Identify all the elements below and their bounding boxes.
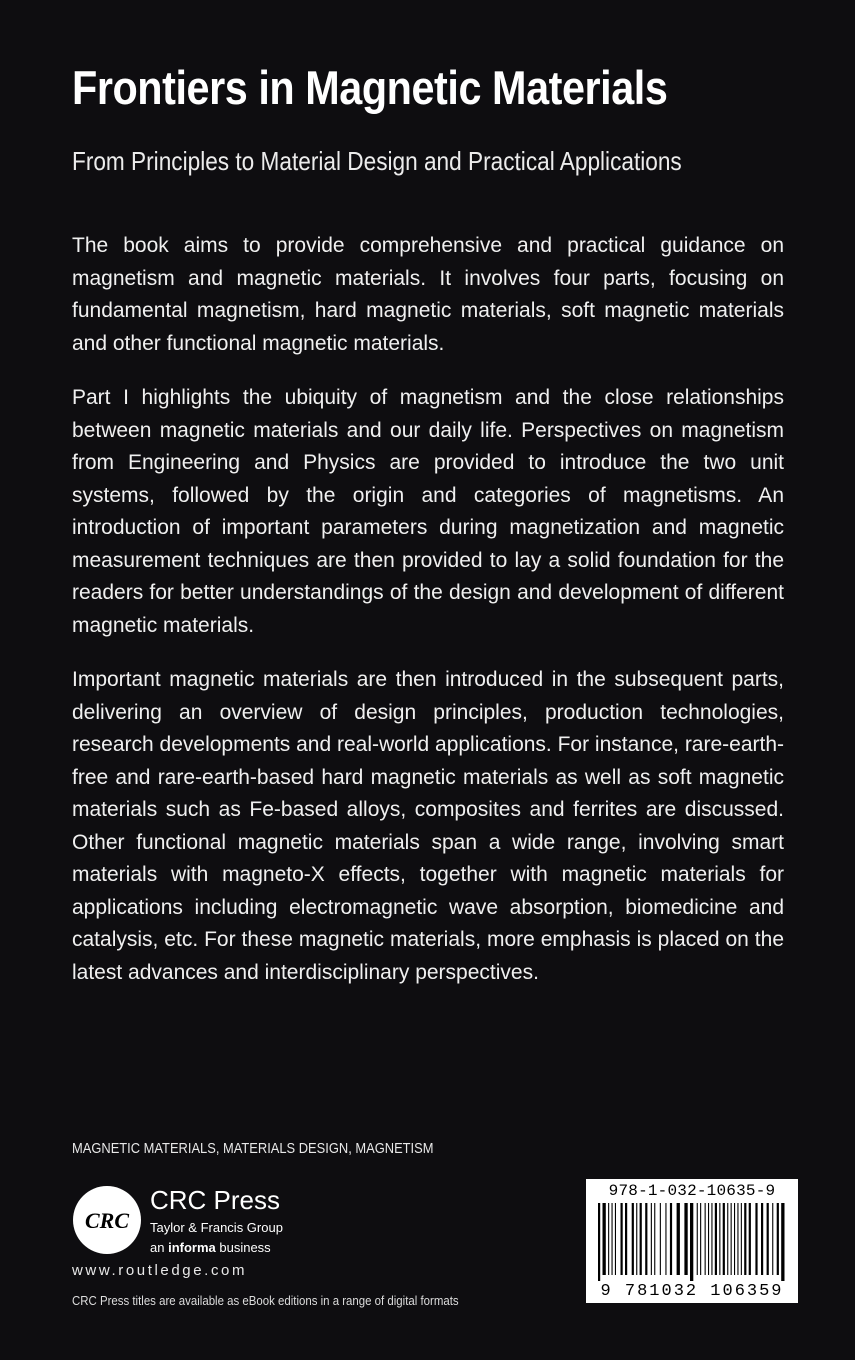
barcode-bar bbox=[719, 1203, 720, 1275]
blurb-paragraph-1: The book aims to provide comprehensive and practical guidance on magnetism and magnetic materials. It involves four parts, focusing on fundamental magnetism, hard magnetic materials, soft magnetic materials and other functional magnetic materials. bbox=[72, 234, 784, 355]
barcode-bar bbox=[636, 1203, 637, 1275]
ebook-availability-note: CRC Press titles are available as eBook editions in a range of digital formats bbox=[72, 1293, 459, 1308]
barcode-bar bbox=[608, 1203, 609, 1275]
book-subtitle: From Principles to Material Design and Practical Applications bbox=[72, 146, 682, 176]
subject-keywords: MAGNETIC MATERIALS, MATERIALS DESIGN, MAGNETISM bbox=[72, 1140, 434, 1157]
barcode-bar bbox=[723, 1203, 725, 1275]
barcode-bar bbox=[741, 1203, 742, 1275]
barcode-bar bbox=[651, 1203, 652, 1275]
publisher-name: CRC Press bbox=[150, 1185, 281, 1215]
barcode-bar bbox=[625, 1203, 627, 1275]
barcode-bars bbox=[596, 1203, 788, 1281]
barcode-bar bbox=[744, 1203, 746, 1275]
barcode-bar bbox=[640, 1203, 642, 1275]
tagline-prefix: an bbox=[150, 1240, 169, 1255]
barcode-bar bbox=[665, 1203, 666, 1275]
publisher-website-link[interactable]: www.routledge.com bbox=[72, 1262, 248, 1279]
barcode-bar bbox=[621, 1203, 623, 1275]
barcode-bar bbox=[705, 1203, 706, 1275]
blurb-paragraph-3: Important magnetic materials are then introduced in the subsequent parts, delivering an overview of design principles, production technologies, research developments and real-world applications. For instance, rare-earth-free and rare-earth-based hard magnetic materials as well as soft magnetic materials such as Fe-based alloys, composites and ferrites are discussed. Other functional magnetic materials span a wide range, involving smart materials with magneto-X effects, together with magnetic materials for applications including electromagnetic wave absorption, biomedicine and catalysis, etc. For these magnetic materials, more emphasis is placed on the latest advances and interdisciplinary perspectives. bbox=[72, 668, 785, 984]
barcode-bar bbox=[632, 1203, 634, 1275]
barcode-bar bbox=[690, 1203, 693, 1281]
barcode-bar bbox=[615, 1203, 616, 1275]
isbn-hyphenated: 978-1-032-10635-9 bbox=[608, 1182, 776, 1200]
tagline-bold: informa bbox=[168, 1240, 216, 1255]
publisher-tagline bbox=[150, 1240, 271, 1255]
barcode-bar bbox=[697, 1203, 698, 1275]
barcode-bar bbox=[772, 1203, 773, 1275]
isbn-barcode bbox=[586, 1179, 798, 1303]
barcode-bar bbox=[670, 1203, 672, 1275]
barcode-bar bbox=[645, 1203, 647, 1275]
crc-logo-text: CRC bbox=[84, 1208, 130, 1233]
barcode-bar bbox=[660, 1203, 661, 1275]
tagline-suffix: business bbox=[215, 1240, 271, 1255]
blurb-paragraph-2: Part I highlights the ubiquity of magnetism and the close relationships between magnetic materials and our daily life. Perspectives on magnetism from Engineering and Physics are provided to introduce the two unit systems, followed by the origin and categories of magnetisms. An introduction of important parameters during magnetization and magnetic measurement techniques are then provided to lay a solid foundation for the readers for better understandings of the design and development of different magnetic materials. bbox=[72, 386, 784, 637]
barcode-bar bbox=[761, 1203, 763, 1275]
barcode-bar bbox=[727, 1203, 728, 1275]
barcode-bar bbox=[677, 1203, 680, 1275]
barcode-bar bbox=[755, 1203, 757, 1275]
crc-logo-icon bbox=[72, 1185, 142, 1255]
barcode-bar bbox=[767, 1203, 769, 1275]
barcode-bar bbox=[715, 1203, 717, 1275]
barcode-bar bbox=[731, 1203, 732, 1275]
barcode-bar bbox=[612, 1203, 613, 1275]
book-title: Frontiers in Magnetic Materials bbox=[72, 61, 668, 114]
isbn-digits: 9 781032 106359 bbox=[600, 1282, 784, 1301]
barcode-bar bbox=[684, 1203, 687, 1275]
barcode-bar bbox=[700, 1203, 701, 1275]
publisher-group: Taylor & Francis Group bbox=[150, 1220, 283, 1235]
barcode-bar bbox=[708, 1203, 709, 1275]
barcode-bar bbox=[603, 1203, 606, 1275]
barcode-bar bbox=[711, 1203, 712, 1275]
barcode-bar bbox=[749, 1203, 751, 1275]
barcode-bar bbox=[777, 1203, 779, 1275]
barcode-bar bbox=[598, 1203, 600, 1281]
barcode-bar bbox=[737, 1203, 738, 1275]
blurb bbox=[72, 230, 784, 1011]
barcode-bar bbox=[654, 1203, 655, 1275]
barcode-bar bbox=[781, 1203, 784, 1281]
barcode-bar bbox=[734, 1203, 735, 1275]
